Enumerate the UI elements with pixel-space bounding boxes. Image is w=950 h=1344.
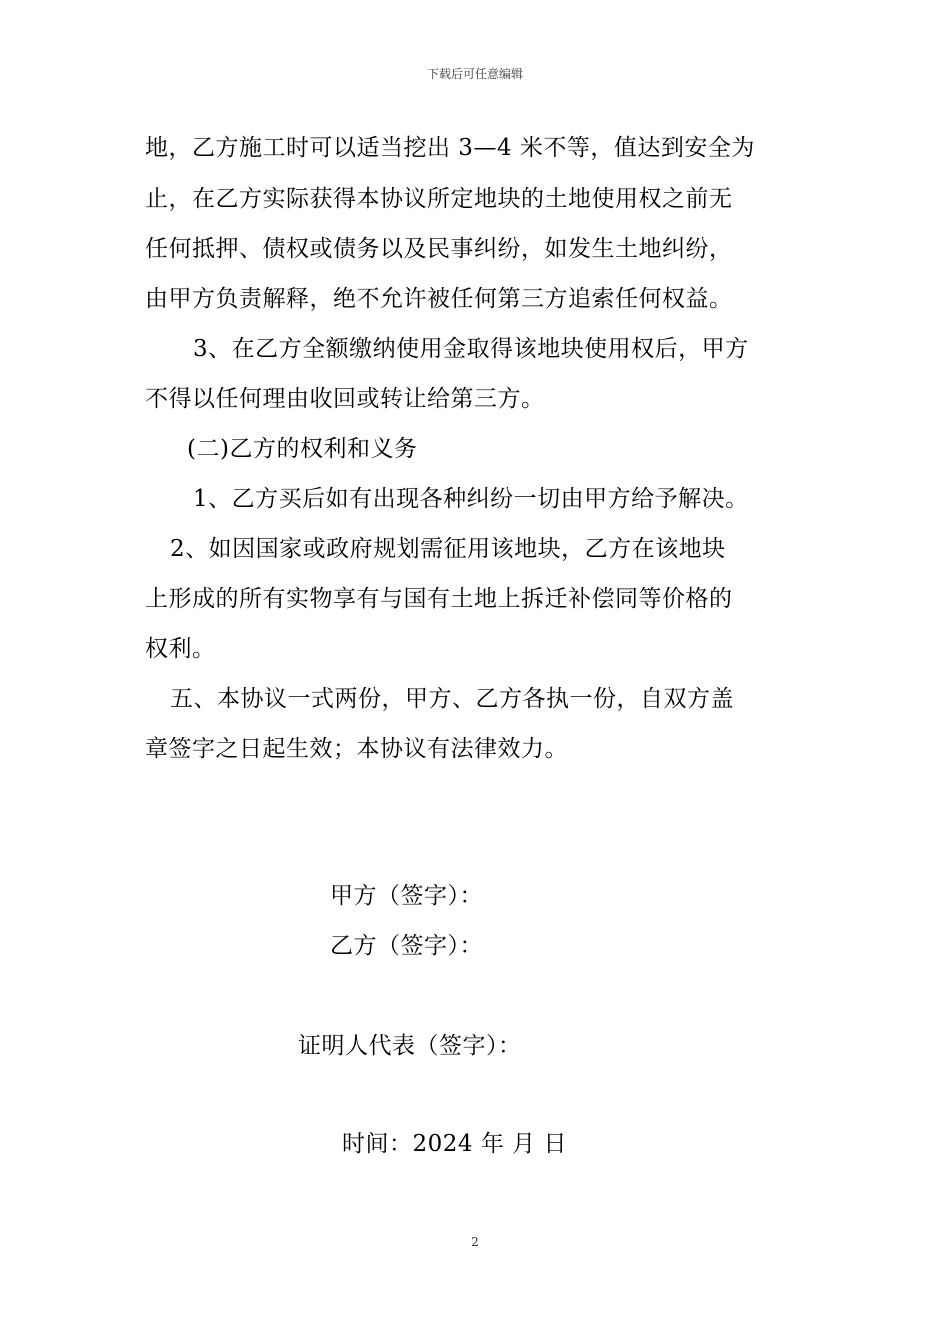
witness-signature: 证明人代表（签字）： bbox=[298, 1033, 522, 1059]
paragraph-line: 章签字之日起生效；本协议有法律效力。 bbox=[145, 736, 568, 762]
paragraph-line: 上形成的所有实物享有与国有土地上拆迁补偿同等价格的 bbox=[145, 586, 733, 612]
paragraph-line: 止，在乙方实际获得本协议所定地块的土地使用权之前无 bbox=[145, 186, 733, 212]
paragraph-line: 由甲方负责解释，绝不允许被任何第三方追索任何权益。 bbox=[145, 286, 733, 312]
section-heading: (二)乙方的权利和义务 bbox=[187, 436, 418, 462]
clause-1-line: 1、乙方买后如有出现各种纠纷一切由甲方给予解决。 bbox=[193, 486, 749, 512]
paragraph-line: 任何抵押、债权或债务以及民事纠纷，如发生土地纠纷， bbox=[145, 236, 733, 262]
header-note: 下载后可任意编辑 bbox=[426, 67, 523, 81]
page-number: 2 bbox=[471, 1235, 479, 1249]
paragraph-line: 不得以任何理由收回或转让给第三方。 bbox=[145, 386, 545, 412]
party-a-signature: 甲方（签字）： bbox=[330, 883, 483, 909]
clause-3-line: 3、在乙方全额缴纳使用金取得该地块使用权后，甲方 bbox=[193, 336, 749, 362]
signing-date: 时间：2024 年 月 日 bbox=[342, 1131, 567, 1157]
section-five-line: 五、本协议一式两份，甲方、乙方各执一份，自双方盖 bbox=[170, 686, 734, 712]
clause-2-line: 2、如因国家或政府规划需征用该地块，乙方在该地块 bbox=[170, 536, 726, 562]
party-b-signature: 乙方（签字）： bbox=[330, 933, 483, 959]
paragraph-line: 权利。 bbox=[145, 636, 216, 662]
paragraph-line: 地，乙方施工时可以适当挖出 3—4 米不等，值达到安全为 bbox=[145, 135, 755, 161]
